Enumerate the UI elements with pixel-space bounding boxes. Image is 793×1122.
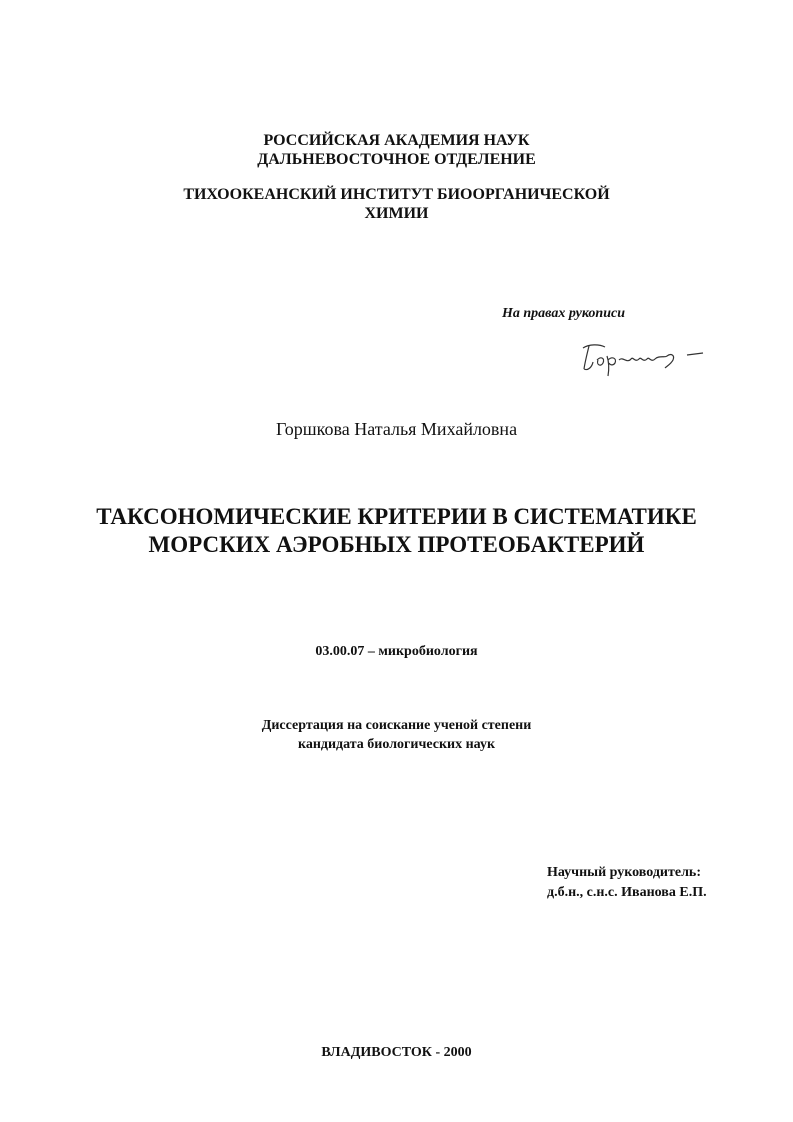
degree-line2: кандидата биологических наук — [297, 737, 496, 752]
specialty-code: 03.00.07 – микробиология — [315, 644, 478, 659]
branch-name: ДАЛЬНЕВОСТОЧНОЕ ОТДЕЛЕНИЕ — [257, 151, 536, 168]
organization-header — [0, 131, 793, 169]
supervisor-block — [547, 863, 707, 903]
institute-name-line1: ТИХООКЕАНСКИЙ ИНСТИТУТ БИООРГАНИЧЕСКОЙ — [183, 186, 610, 203]
author-name: Горшкова Наталья Михайловна — [275, 419, 518, 439]
title-line2: МОРСКИХ АЭРОБНЫХ ПРОТЕОБАКТЕРИЙ — [148, 532, 645, 557]
degree-statement — [0, 716, 793, 754]
institute-header — [0, 185, 793, 223]
dissertation-title — [0, 503, 793, 559]
handwritten-signature — [575, 338, 715, 378]
degree-line1: Диссертация на соискание ученой степени — [261, 718, 532, 733]
supervisor-label: Научный руководитель: — [547, 865, 701, 880]
manuscript-rights-note: На правах рукописи — [502, 306, 625, 321]
city-year: ВЛАДИВОСТОК - 2000 — [321, 1045, 472, 1060]
institute-name-line2: ХИМИИ — [364, 205, 429, 222]
supervisor-name: д.б.н., с.н.с. Иванова Е.П. — [547, 885, 707, 900]
title-line1: ТАКСОНОМИЧЕСКИЕ КРИТЕРИИ В СИСТЕМАТИКЕ — [96, 504, 697, 529]
academy-name: РОССИЙСКАЯ АКАДЕМИЯ НАУК — [263, 132, 530, 149]
